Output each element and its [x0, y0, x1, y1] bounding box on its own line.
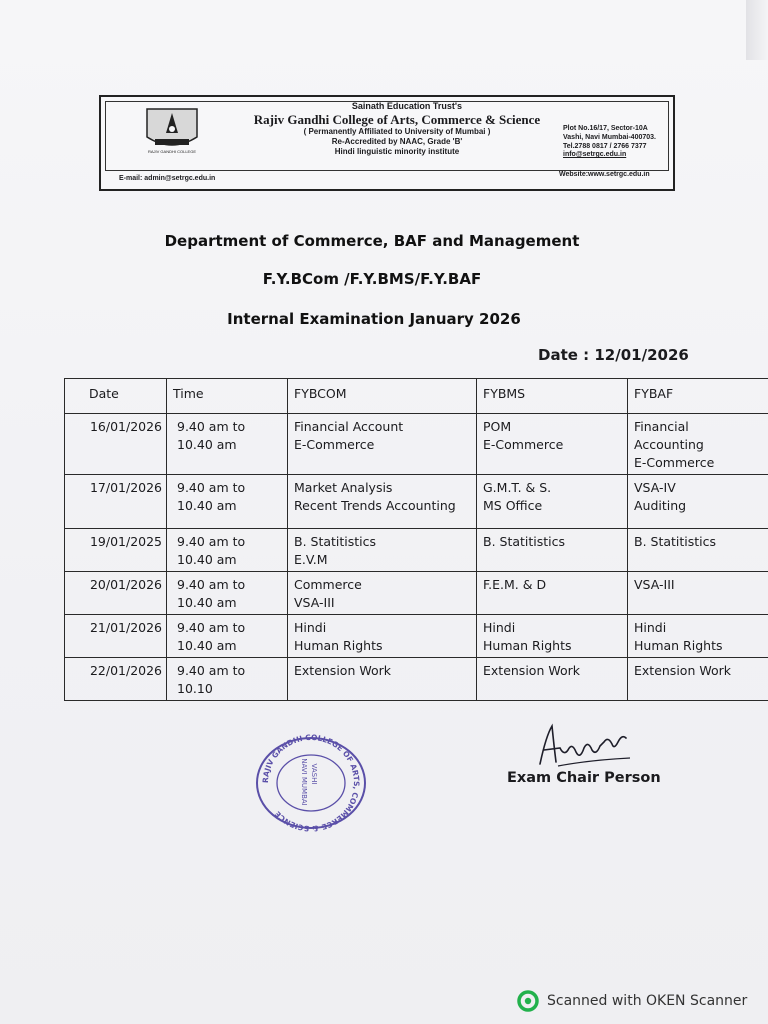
- exam-title: Internal Examination January 2026: [227, 310, 521, 328]
- letterhead-footer: [109, 173, 665, 187]
- phone: Tel.2788 0817 / 2766 7377: [563, 142, 647, 150]
- cell-fybms: G.M.T. & S. MS Office: [477, 475, 628, 529]
- cell-fybms: Hindi Human Rights: [477, 615, 628, 658]
- table-row: [65, 475, 768, 529]
- header-time: Time: [167, 379, 288, 414]
- cell-date: 19/01/2025: [65, 529, 167, 572]
- cell-time: 9.40 am to 10.40 am: [167, 572, 288, 615]
- cell-fybcom: Commerce VSA-III: [288, 572, 477, 615]
- cell-fybaf: Hindi Human Rights: [628, 615, 768, 658]
- cell-fybcom: Hindi Human Rights: [288, 615, 477, 658]
- address-line1: Plot No.16/17, Sector-10A: [563, 125, 648, 132]
- cell-time: 9.40 am to 10.40 am: [167, 414, 288, 475]
- notice-date: Date : 12/01/2026: [538, 346, 689, 364]
- cell-fybaf: Extension Work: [628, 658, 768, 701]
- table-row: [65, 414, 768, 475]
- table-header-row: [65, 379, 768, 414]
- cell-fybaf: VSA-III: [628, 572, 768, 615]
- cell-time: 9.40 am to 10.40 am: [167, 615, 288, 658]
- college-name: Rajiv Gandhi College of Arts, Commerce & Science: [253, 111, 541, 127]
- page-fold: [746, 0, 768, 60]
- oken-scanner-icon: [517, 990, 539, 1012]
- cell-fybaf: B. Statitistics: [628, 529, 768, 572]
- stamp-outer-text: RAJIV GANDHI COLLEGE OF ARTS, COMMERCE & SCIENCE: [260, 734, 362, 832]
- cell-fybms: B. Statitistics: [477, 529, 628, 572]
- website: Website:www.setrgc.edu.in: [559, 171, 650, 178]
- cell-date: 21/01/2026: [65, 615, 167, 658]
- admin-email: E-mail: admin@setrgc.edu.in: [119, 175, 216, 182]
- accreditation: Re-Accredited by NAAC, Grade 'B': [331, 136, 463, 146]
- cell-fybcom: B. Statitistics E.V.M: [288, 529, 477, 572]
- cell-fybcom: Financial Account E-Commerce: [288, 414, 477, 475]
- info-email: info@setrgc.edu.in: [563, 151, 627, 159]
- cell-fybaf: Financial Accounting E-Commerce: [628, 414, 768, 475]
- table-row: [65, 572, 768, 615]
- trust-name: Sainath Education Trust's: [351, 101, 463, 111]
- exam-chair-person-label: Exam Chair Person: [507, 770, 661, 786]
- exam-timetable: [64, 378, 768, 701]
- letterhead: [99, 95, 675, 191]
- cell-fybms: Extension Work: [477, 658, 628, 701]
- cell-time: 9.40 am to 10.40 am: [167, 475, 288, 529]
- cell-fybcom: Market Analysis Recent Trends Accounting: [288, 475, 477, 529]
- header-date: Date: [65, 379, 167, 414]
- college-stamp-icon: [252, 734, 370, 832]
- college-address: [563, 125, 656, 160]
- table-row: [65, 615, 768, 658]
- scanner-label: Scanned with OKEN Scanner: [547, 993, 748, 1009]
- cell-time: 9.40 am to 10.40 am: [167, 529, 288, 572]
- cell-time: 9.40 am to 10.10: [167, 658, 288, 701]
- stamp-inner-line2: NAVI MUMBAI: [300, 758, 308, 806]
- cell-fybms: POM E-Commerce: [477, 414, 628, 475]
- stamp-inner-line1: VASHI: [310, 763, 318, 785]
- signature-icon: [530, 716, 640, 774]
- address-line2: Vashi, Navi Mumbai-400703.: [563, 133, 656, 141]
- affiliation: ( Permanently Affiliated to University of Mumbai ): [303, 127, 491, 137]
- table-row: [65, 658, 768, 701]
- scanner-watermark: [517, 990, 747, 1012]
- minority-status: Hindi linguistic minority institute: [334, 146, 460, 156]
- header-fybcom: FYBCOM: [288, 379, 477, 414]
- classes-title: F.Y.BCom /F.Y.BMS/F.Y.BAF: [262, 270, 482, 288]
- cell-date: 16/01/2026: [65, 414, 167, 475]
- cell-fybcom: Extension Work: [288, 658, 477, 701]
- cell-date: 22/01/2026: [65, 658, 167, 701]
- cell-fybaf: VSA-IV Auditing: [628, 475, 768, 529]
- header-fybaf: FYBAF: [628, 379, 768, 414]
- table-row: [65, 529, 768, 572]
- header-fybms: FYBMS: [477, 379, 628, 414]
- department-title: Department of Commerce, BAF and Management: [164, 232, 580, 250]
- logo-caption: RAJIV GANDHI COLLEGE: [147, 149, 197, 154]
- cell-fybms: F.E.M. & D: [477, 572, 628, 615]
- cell-date: 20/01/2026: [65, 572, 167, 615]
- cell-date: 17/01/2026: [65, 475, 167, 529]
